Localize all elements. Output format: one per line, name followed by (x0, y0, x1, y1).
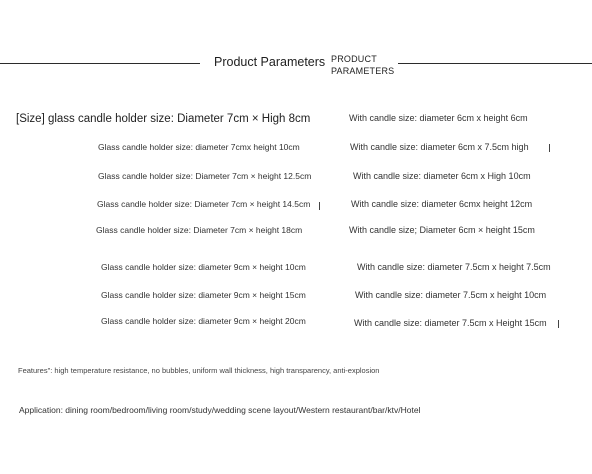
application-note: Application: dining room/bedroom/living room/study/wedding scene layout/Western restaurant/bar/ktv/Hotel (19, 405, 421, 415)
holder-size-6: Glass candle holder size: diameter 9cm × height 15cm (101, 290, 306, 300)
candle-size-6: With candle size: diameter 7.5cm x height 10cm (355, 290, 547, 300)
candle-size-0: With candle size: diameter 6cm x height 6cm (349, 113, 528, 123)
candle-size-7: With candle size: diameter 7.5cm x Height 15cm (354, 318, 547, 328)
holder-size-3: Glass candle holder size: Diameter 7cm × height 14.5cm (97, 199, 311, 209)
holder-size-1: Glass candle holder size: diameter 7cmx height 10cm (98, 142, 300, 152)
page-subtitle (331, 53, 394, 77)
holder-size-2: Glass candle holder size: Diameter 7cm × height 12.5cm (98, 171, 312, 181)
size-heading: [Size] glass candle holder size: Diameter 7cm × High 8cm (16, 113, 311, 125)
candle-size-2: With candle size: diameter 6cm x High 10cm (353, 171, 531, 181)
page-subtitle-line2: PARAMETERS (331, 66, 395, 76)
page-title: Product Parameters (214, 55, 326, 69)
header-rule-right (398, 63, 592, 64)
page-subtitle-line1: PRODUCT (331, 54, 377, 64)
stray-mark (319, 202, 320, 210)
candle-size-4: With candle size; Diameter 6cm × height 15cm (349, 225, 535, 235)
stray-mark (549, 144, 550, 152)
holder-size-5: Glass candle holder size: diameter 9cm × height 10cm (101, 262, 306, 272)
candle-size-3: With candle size: diameter 6cmx height 12cm (351, 199, 533, 209)
holder-size-4: Glass candle holder size: Diameter 7cm × height 18cm (96, 225, 303, 235)
features-note: Features": high temperature resistance, no bubbles, uniform wall thickness, high transparency, anti-explosion (18, 366, 380, 375)
header-rule-left (0, 63, 200, 64)
candle-size-5: With candle size: diameter 7.5cm x height 7.5cm (357, 262, 551, 272)
stray-mark (558, 320, 559, 328)
holder-size-7: Glass candle holder size: diameter 9cm × height 20cm (101, 316, 306, 326)
candle-size-1: With candle size: diameter 6cm x 7.5cm high (350, 142, 529, 152)
